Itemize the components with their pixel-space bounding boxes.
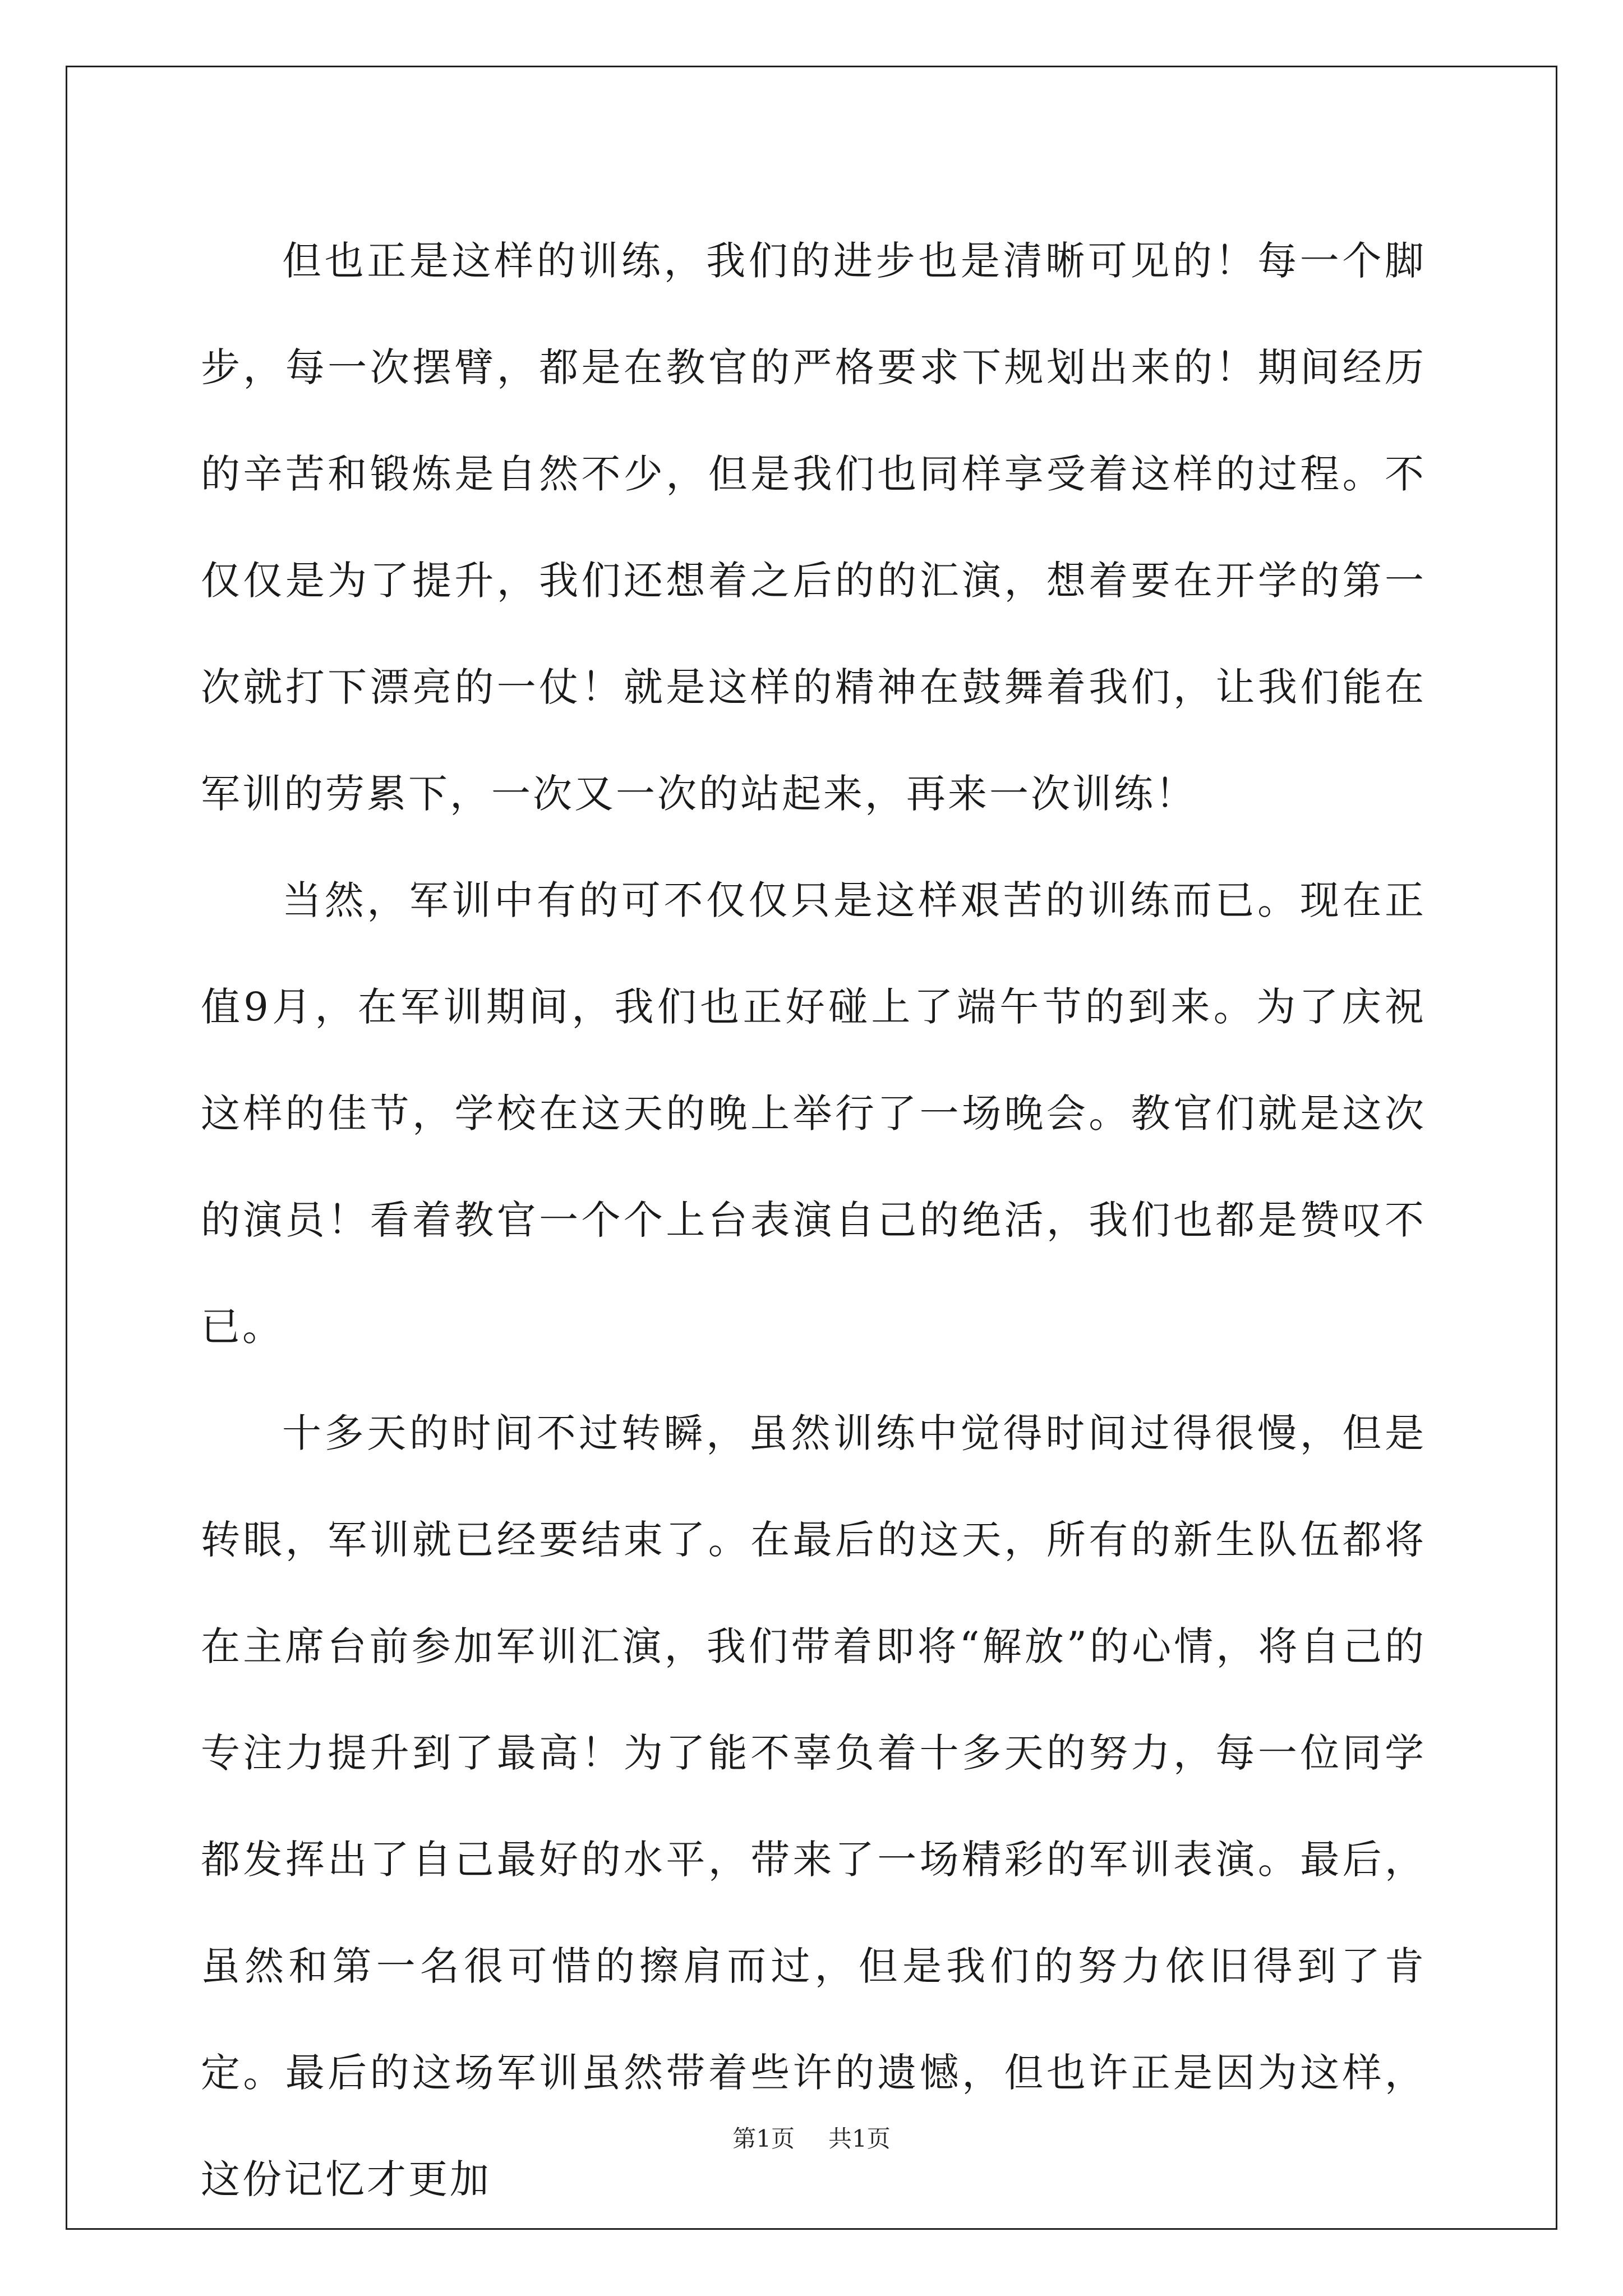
- paragraph: 但也正是这样的训练，我们的进步也是清晰可见的！每一个脚步，每一次摆臂，都是在教官的严格要求下规划出来的！期间经历的辛苦和锻炼是自然不少，但是我们也同样享受着这样的过程。不仅仅是为了提升，我们还想着之后的的汇演，想着要在开学的第一次就打下漂亮的一仗！就是这样的精神在鼓舞着我们，让我们能在军训的劳累下，一次又一次的站起来，再来一次训练！: [201, 238, 1426, 817]
- document-body: [201, 208, 1426, 2233]
- page-number: 第1页: [732, 2125, 795, 2152]
- page-footer: [0, 2120, 1623, 2154]
- paragraph: 十多天的时间不过转瞬，虽然训练中觉得时间过得很慢，但是转眼，军训就已经要结束了。在最后的这天，所有的新生队伍都将在主席台前参加军训汇演，我们带着即将“解放”的心情，将自己的专注力提升到了最高！为了能不辜负着十多天的努力，每一位同学都发挥出了自己最好的水平，带来了一场精彩的军训表演。最后，虽然和第一名很可惜的擦肩而过，但是我们的努力依旧得到了肯定。最后的这场军训虽然带着些许的遗憾，但也许正是因为这样，这份记忆才更加: [201, 1410, 1426, 2202]
- paragraph: 当然，军训中有的可不仅仅只是这样艰苦的训练而已。现在正值9月，在军训期间，我们也正好碰上了端午节的到来。为了庆祝这样的佳节，学校在这天的晚上举行了一场晚会。教官们就是这次的演员！看着教官一个个上台表演自己的绝活，我们也都是赞叹不已。: [201, 877, 1426, 1350]
- page-total: 共1页: [828, 2125, 891, 2152]
